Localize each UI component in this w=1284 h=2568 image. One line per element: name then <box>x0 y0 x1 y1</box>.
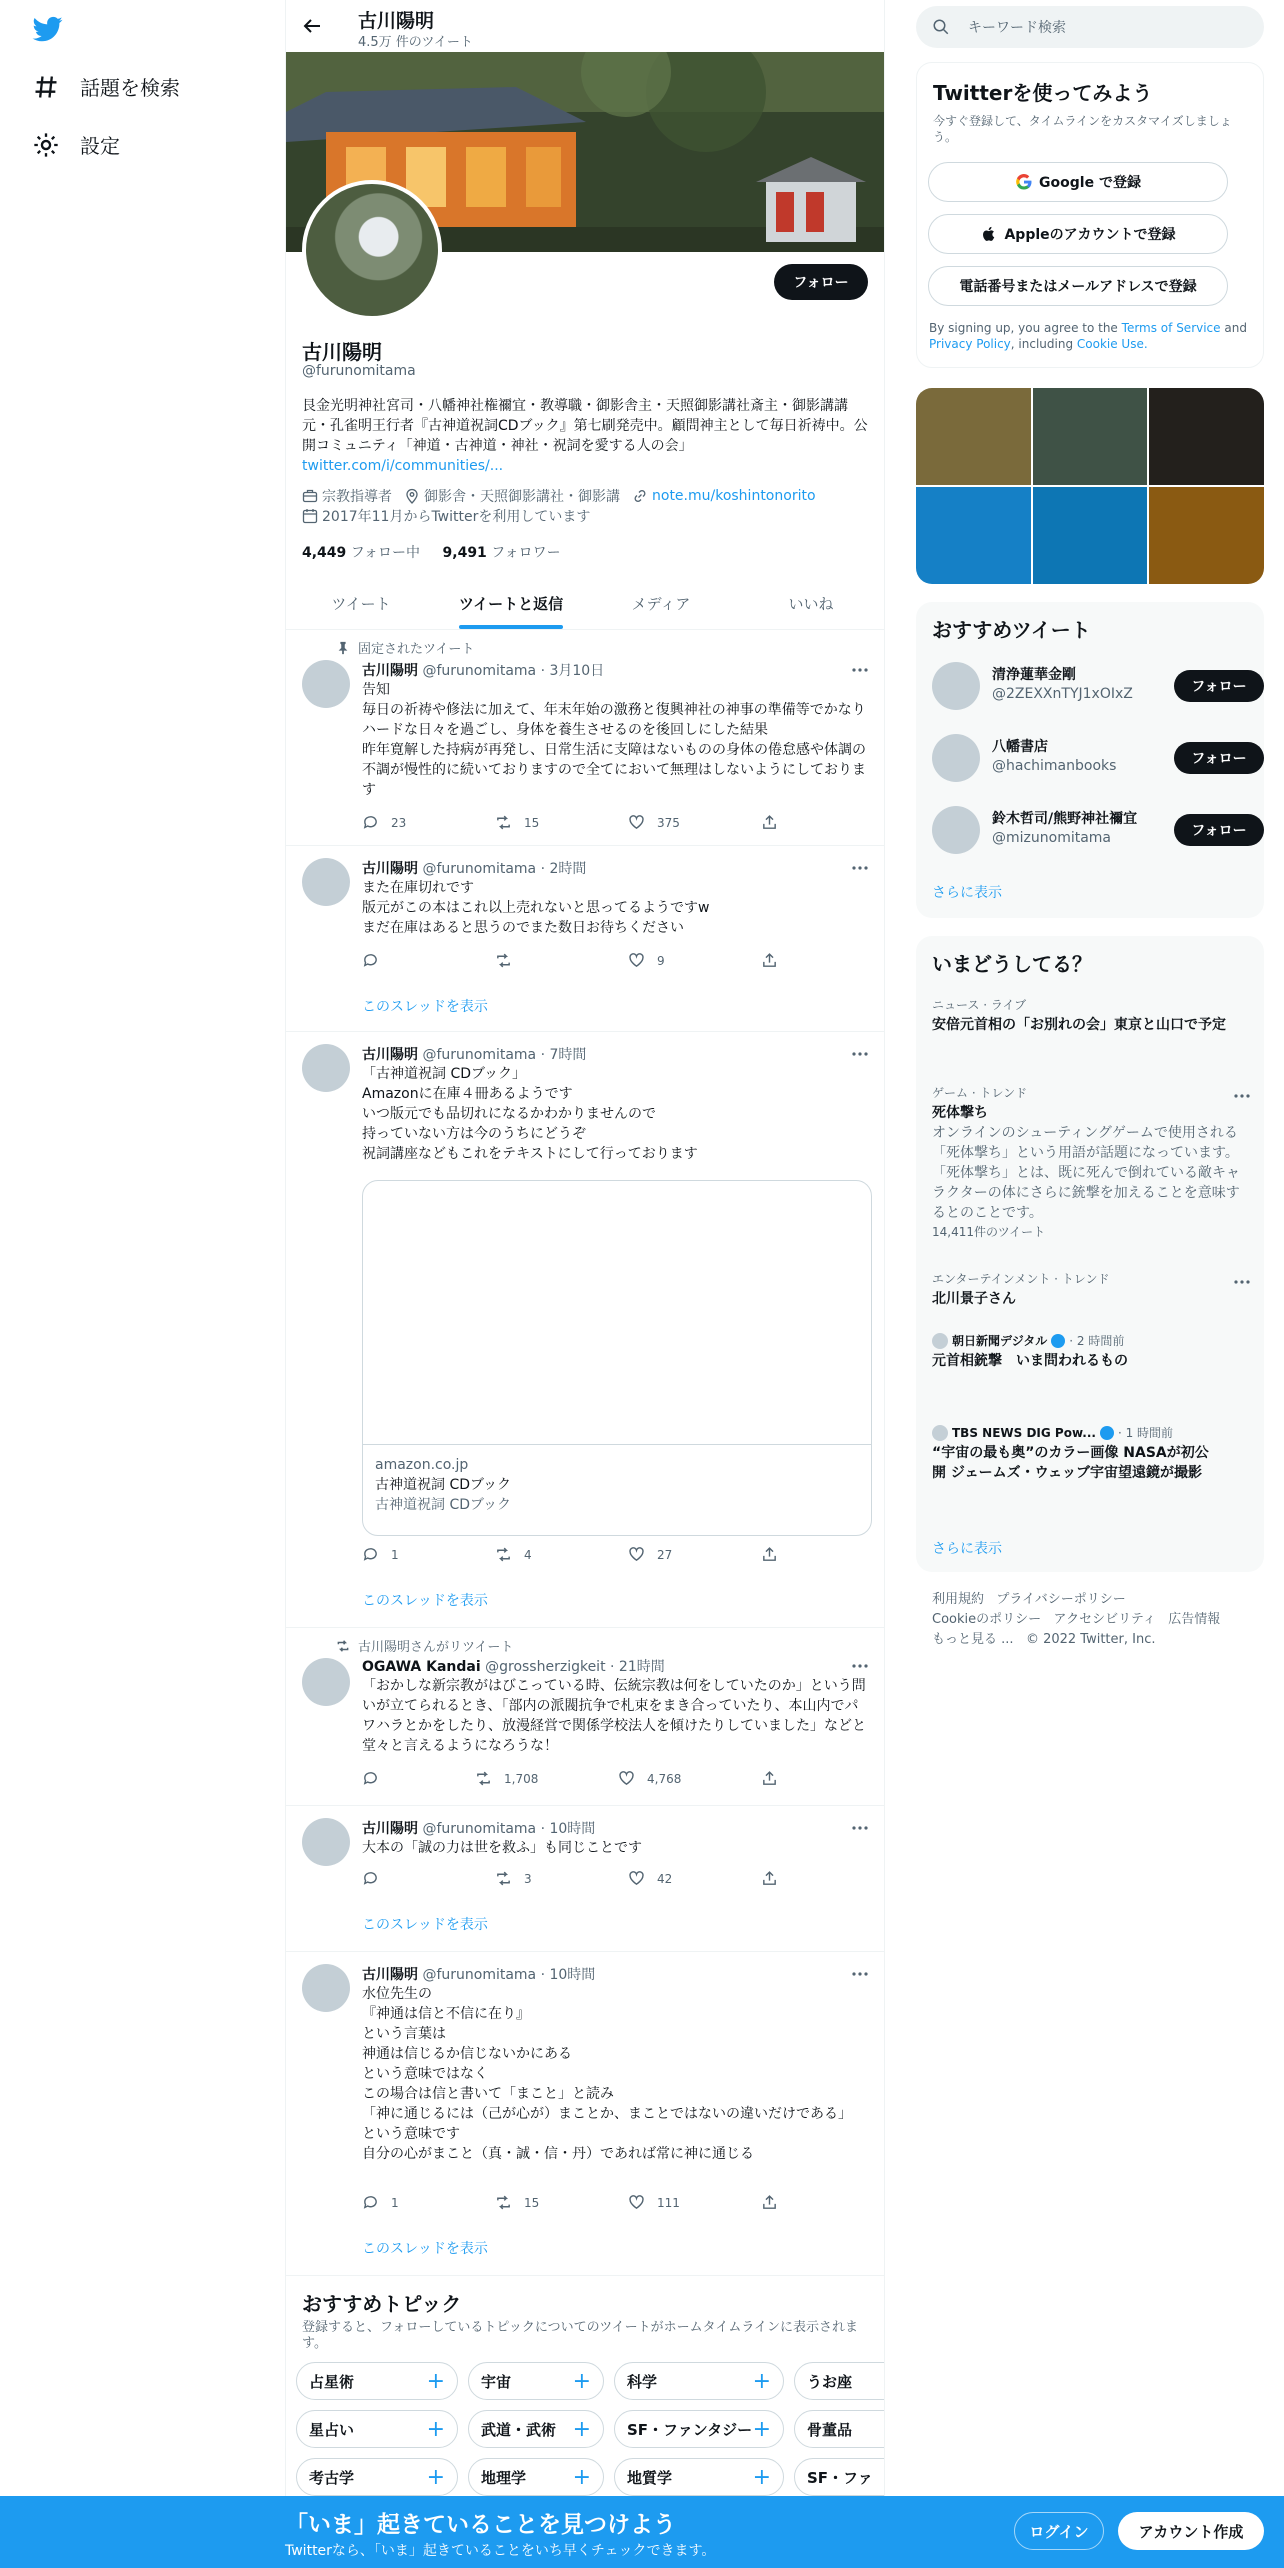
profile-avatar[interactable] <box>302 180 442 320</box>
twitter-logo-icon[interactable] <box>30 14 66 44</box>
like-count: 27 <box>657 1547 673 1562</box>
topic-label: 科学 <box>627 2372 658 2391</box>
tweet-handle[interactable]: @furunomitama <box>422 663 537 679</box>
back-arrow-icon[interactable] <box>300 14 324 38</box>
bio-text: 艮金光明神社宮司・八幡神社権禰宜・教導職・御影舎主・天照御影講社斎主・御影講講元・孔雀明王行者『古神道祝詞CDブック』第七刷発売中。顧問神主として毎日祈祷中。公開コミュニティ「神道・古神道・神社・祝詞を愛する人の会」 <box>302 398 868 454</box>
tweet-time[interactable]: · 3月10日 <box>540 663 605 679</box>
news-time: · 2 時間前 <box>1069 1334 1125 1348</box>
share-button[interactable] <box>761 2194 790 2211</box>
reply-button[interactable] <box>362 1546 399 1563</box>
tweet-handle[interactable]: @furunomitama <box>422 1821 537 1837</box>
topic-label: 占星術 <box>309 2372 355 2391</box>
news-item[interactable] <box>932 1332 1248 1371</box>
more-icon[interactable] <box>1232 1272 1252 1292</box>
user-handle: @hachimanbooks <box>992 758 1117 774</box>
profile-name: 古川陽明 <box>302 340 382 364</box>
trend-description: オンラインのシューティングゲームで使用される「死体撃ち」という用語が話題になっています。「死体撃ち」とは、既に死んで倒れている敵キャラクターの体にさらに銃撃を加えることを意味するとのことです。 <box>932 1125 1240 1221</box>
briefcase-icon <box>302 488 318 504</box>
google-signup-label: Google で登録 <box>1039 175 1141 191</box>
reply-icon <box>362 1870 379 1887</box>
tweet-avatar[interactable] <box>302 858 350 906</box>
like-button[interactable] <box>628 1546 672 1563</box>
footer-link[interactable]: プライバシーポリシー <box>996 1592 1126 1607</box>
terms-pre: By signing up, you agree to the <box>929 321 1118 335</box>
plus-icon: + <box>572 2464 591 2490</box>
link-card-title: 古神道祝詞 CDブック <box>375 1477 512 1493</box>
followers-label: フォロワー <box>491 545 561 561</box>
show-thread-link[interactable]: このスレッドを表示 <box>362 2241 488 2257</box>
tweet-text: また在庫切れです 版元がこの本はこれ以上売れないと思ってるようですw まだ在庫はあると思うのでまた数日お待ちください <box>362 880 710 936</box>
retweet-label: 古川陽明さんがリツイート <box>358 1640 514 1655</box>
user-handle: @mizunomitama <box>992 830 1111 846</box>
tweet-text: 大本の「誠の力は世を救ふ」も同じことです <box>362 1840 642 1856</box>
create-account-button[interactable]: アカウント作成 <box>1118 2512 1264 2550</box>
profile-stats <box>302 542 561 562</box>
recommended-topics <box>286 2276 885 2496</box>
heart-icon <box>628 2194 645 2211</box>
heart-icon <box>628 814 645 831</box>
tweet-handle[interactable]: @furunomitama <box>422 1967 537 1983</box>
tweet-pinned[interactable] <box>286 630 885 846</box>
retweet-count: 3 <box>524 1871 532 1886</box>
reply-icon <box>362 952 379 969</box>
privacy-link[interactable]: Privacy Policy <box>929 337 1011 351</box>
topic-chip[interactable] <box>794 2362 885 2400</box>
tweet[interactable] <box>286 1806 885 1952</box>
link-icon <box>632 488 648 504</box>
terms-link[interactable]: Terms of Service <box>1121 321 1221 335</box>
footer-link[interactable]: 利用規約 <box>932 1592 985 1607</box>
news-title: “宇宙の最も奥”のカラー画像 NASAが初公開 ジェームズ・ウェッブ宇宙望遠鏡が撮影 <box>932 1445 1209 1481</box>
profile-joined <box>302 506 590 526</box>
trends-title: いまどうしてる？ <box>932 952 1092 976</box>
bottom-bar-title: 「いま」起きていることを見つけよう <box>285 2512 676 2538</box>
topic-chip[interactable] <box>468 2458 604 2496</box>
signup-terms <box>929 320 1249 352</box>
verified-badge-icon <box>1100 1426 1114 1440</box>
media-thumbnail[interactable] <box>1149 388 1264 485</box>
topic-chip[interactable] <box>614 2362 784 2400</box>
reply-icon <box>362 1546 379 1563</box>
like-button[interactable] <box>628 2194 680 2211</box>
retweet-button[interactable] <box>495 1870 532 1887</box>
topic-chip[interactable] <box>296 2458 458 2496</box>
topic-label: 考古学 <box>309 2468 355 2487</box>
topic-label: 地理学 <box>481 2468 527 2487</box>
topic-chip[interactable] <box>468 2362 604 2400</box>
login-button[interactable]: ログイン <box>1014 2512 1104 2550</box>
heart-icon <box>618 1770 635 1787</box>
show-thread-link[interactable]: このスレッドを表示 <box>362 1593 488 1609</box>
plus-icon: + <box>752 2416 771 2442</box>
main-column <box>285 0 885 2568</box>
reply-count: 1 <box>391 1547 399 1562</box>
tweet-author[interactable]: 古川陽明 <box>362 663 418 679</box>
footer-link[interactable]: アクセシビリティ <box>1053 1612 1156 1627</box>
follow-button[interactable]: フォロー <box>1174 814 1264 846</box>
following-count: 4,449 <box>302 545 347 561</box>
header-name: 古川陽明 <box>358 10 435 32</box>
follow-button[interactable]: フォロー <box>774 264 868 300</box>
tweet[interactable] <box>286 1032 885 1628</box>
media-grid <box>916 388 1264 584</box>
tab-tweets[interactable]: ツイート <box>331 595 391 613</box>
location-pin-icon <box>404 488 420 504</box>
plus-icon: + <box>572 2368 591 2394</box>
share-button[interactable] <box>761 952 790 969</box>
tweet-time[interactable]: · 21時間 <box>610 1659 665 1675</box>
plus-icon: + <box>426 2368 445 2394</box>
avatar[interactable] <box>932 662 980 710</box>
trend-category: ニュース · ライブ <box>932 998 1027 1012</box>
profile-category <box>302 486 392 506</box>
topic-label: うお座 <box>807 2372 853 2391</box>
show-thread-link[interactable]: このスレッドを表示 <box>362 1917 488 1933</box>
footer-more[interactable]: もっと見る ... <box>932 1632 1014 1647</box>
search-icon <box>932 18 950 36</box>
tweet-header <box>362 1818 595 1838</box>
show-more-link[interactable]: さらに表示 <box>932 1541 1002 1557</box>
tweet-text: 告知 毎日の祈祷や修法に加えて、年末年始の激務と復興神社の神事の準備等でかなりハードな日々を過ごし、身体を養生させるのを後回しにした結果 昨年寛解した持病が再発し、日常生活に支障はないものの身体の倦怠感や体調の不調が慢性的に続いておりますので全てにおいて無理はしないようにしております <box>362 682 866 798</box>
like-button[interactable] <box>628 952 665 969</box>
media-thumbnail[interactable] <box>916 487 1031 584</box>
tweet-handle[interactable]: @furunomitama <box>422 1047 537 1063</box>
plus-icon: + <box>572 2416 591 2442</box>
tweet-author[interactable]: 古川陽明 <box>362 1967 418 1983</box>
search-placeholder: キーワード検索 <box>968 20 1066 36</box>
link-card-text <box>363 1445 871 1525</box>
verified-badge-icon <box>1051 1334 1065 1348</box>
show-more-link[interactable]: さらに表示 <box>932 885 1002 901</box>
footer-links <box>932 1590 1252 1650</box>
profile-header-bar <box>286 0 885 52</box>
more-icon[interactable] <box>1232 1086 1252 1106</box>
share-button[interactable] <box>761 1870 790 1887</box>
topic-chip[interactable] <box>296 2410 458 2448</box>
cookie-link[interactable]: Cookie Use. <box>1076 337 1148 351</box>
tweet-retweeted[interactable] <box>286 1628 885 1806</box>
retweet-count: 15 <box>524 815 540 830</box>
show-thread-link[interactable]: このスレッドを表示 <box>362 999 488 1015</box>
footer-link[interactable]: 広告情報 <box>1168 1612 1221 1627</box>
source-avatar <box>932 1425 948 1441</box>
topic-chip[interactable] <box>614 2410 784 2448</box>
media-thumbnail[interactable] <box>1033 487 1148 584</box>
avatar[interactable] <box>932 734 980 782</box>
source-avatar <box>932 1333 948 1349</box>
media-thumbnail[interactable] <box>916 388 1031 485</box>
signup-panel <box>916 62 1264 368</box>
media-thumbnail[interactable] <box>1149 487 1264 584</box>
news-item[interactable] <box>932 1424 1248 1483</box>
like-count: 375 <box>657 815 680 830</box>
tweet-time[interactable]: · 10時間 <box>540 1967 596 1983</box>
profile-location <box>404 486 620 506</box>
more-icon[interactable] <box>850 1964 870 1984</box>
news-meta <box>932 1424 1248 1441</box>
apple-signup-button[interactable] <box>928 214 1228 254</box>
footer-copyright: © 2022 Twitter, Inc. <box>1025 1632 1156 1647</box>
tweet-header <box>362 660 604 680</box>
reply-icon <box>362 1770 379 1787</box>
tweet[interactable] <box>286 1952 885 2276</box>
tweet-author[interactable]: 古川陽明 <box>362 1821 418 1837</box>
like-count: 111 <box>657 2195 680 2210</box>
reply-button[interactable] <box>362 1770 391 1787</box>
signup-subtitle: 今すぐ登録して、タイムラインをカスタマイズしましょう。 <box>933 114 1232 144</box>
retweet-button[interactable] <box>495 2194 539 2211</box>
heart-icon <box>628 952 645 969</box>
reply-icon <box>362 2194 379 2211</box>
topic-label: 地質学 <box>627 2468 673 2487</box>
retweet-button[interactable] <box>495 1546 532 1563</box>
reply-count: 1 <box>391 2195 399 2210</box>
retweet-count: 4 <box>524 1547 532 1562</box>
link-card-image <box>363 1181 871 1445</box>
topic-chip[interactable] <box>468 2410 604 2448</box>
like-count: 4,768 <box>647 1771 682 1786</box>
tab-likes[interactable]: いいね <box>788 595 834 613</box>
news-source: 朝日新聞デジタル <box>952 1334 1048 1348</box>
phone-email-signup-label: 電話番号またはメールアドレスで登録 <box>959 279 1197 295</box>
retweet-button[interactable] <box>475 1770 538 1787</box>
tweet-avatar[interactable] <box>302 660 350 708</box>
tweet-author[interactable]: 古川陽明 <box>362 861 418 877</box>
tweet-time[interactable]: · 10時間 <box>540 1821 596 1837</box>
like-button[interactable] <box>628 814 680 831</box>
news-time: · 1 時間前 <box>1117 1426 1174 1440</box>
tweet-avatar[interactable] <box>302 1818 350 1866</box>
topic-label: 星占い <box>309 2420 355 2439</box>
tweet-header <box>362 1044 586 1064</box>
tweet-author[interactable]: OGAWA Kandai <box>362 1659 481 1675</box>
profile-joined-label: 2017年11月からTwitterを利用しています <box>322 509 591 525</box>
apple-signup-label: Appleのアカウントで登録 <box>1004 227 1176 243</box>
share-icon <box>761 814 778 831</box>
plus-icon: + <box>752 2368 771 2394</box>
tweet-header <box>362 1656 665 1676</box>
more-icon[interactable] <box>850 1044 870 1064</box>
user-handle: @2ZEXXnTYJ1xOIxZ <box>992 686 1133 702</box>
trend-title: 死体撃ち <box>932 1105 988 1121</box>
more-icon[interactable] <box>850 1656 870 1676</box>
gear-icon <box>32 131 60 159</box>
like-button[interactable] <box>628 1870 672 1887</box>
tweet-handle[interactable]: @grossherzigkeit <box>485 1659 606 1675</box>
pinned-indicator <box>336 638 474 657</box>
share-button[interactable] <box>761 814 790 831</box>
topics-subtitle: 登録すると、フォローしているトピックについてのツイートがホームタイムラインに表示されます。 <box>302 2320 859 2351</box>
reply-button[interactable] <box>362 1870 391 1887</box>
footer-link[interactable]: Cookieのポリシー <box>932 1612 1042 1627</box>
share-button[interactable] <box>761 1770 790 1787</box>
tweet[interactable] <box>286 846 885 1032</box>
search-input[interactable] <box>916 6 1264 48</box>
plus-icon: + <box>426 2416 445 2442</box>
heart-icon <box>628 1870 645 1887</box>
profile-meta-row <box>302 486 828 506</box>
user-name[interactable]: 清浄蓮華金剛 <box>992 667 1076 683</box>
tweet-avatar[interactable] <box>302 1964 350 2012</box>
reply-icon <box>362 814 379 831</box>
topic-label: 宇宙 <box>481 2372 512 2391</box>
more-icon[interactable] <box>850 1818 870 1838</box>
reply-button[interactable] <box>362 2194 399 2211</box>
topic-chip[interactable] <box>794 2410 885 2448</box>
topics-title: おすすめトピック <box>302 2292 462 2316</box>
media-thumbnail[interactable] <box>1033 388 1148 485</box>
topic-chip[interactable] <box>614 2458 784 2496</box>
profile-category-label: 宗教指導者 <box>322 489 392 505</box>
news-title: 元首相銃撃 いま問われるもの <box>932 1353 1128 1369</box>
bio-link[interactable]: twitter.com/i/communities/... <box>302 458 504 474</box>
news-source: TBS NEWS DIG Pow... <box>952 1425 1096 1440</box>
news-meta <box>932 1332 1248 1349</box>
like-count: 42 <box>657 1871 673 1886</box>
recommended-user[interactable] <box>932 658 1252 714</box>
tweet-text: 「古神道祝詞 CDブック」 Amazonに在庫４冊あるようです いつ版元でも品切れになるかわかりませんので 持っていない方は今のうちにどうぞ 祝詞講座などもこれをテキストにして行っております <box>362 1066 698 1162</box>
like-count: 9 <box>657 953 665 968</box>
profile-handle: @furunomitama <box>302 363 416 379</box>
reply-button[interactable] <box>362 814 406 831</box>
retweet-indicator <box>336 1636 513 1655</box>
nav-explore[interactable] <box>32 72 180 101</box>
recommended-user[interactable] <box>932 802 1252 858</box>
tweet-header <box>362 1964 595 1984</box>
share-icon <box>761 1870 778 1887</box>
tweet-avatar[interactable] <box>302 1658 350 1706</box>
signup-bottom-bar <box>0 2496 1284 2568</box>
retweet-icon <box>495 814 512 831</box>
recommended-title: おすすめツイート <box>932 618 1091 642</box>
link-card[interactable] <box>362 1180 872 1536</box>
recommended-user[interactable] <box>932 730 1252 786</box>
reply-button[interactable] <box>362 952 391 969</box>
retweet-icon <box>336 1639 350 1653</box>
pinned-label: 固定されたツイート <box>358 642 475 657</box>
retweet-button[interactable] <box>495 814 539 831</box>
share-icon <box>761 1546 778 1563</box>
share-icon <box>761 1770 778 1787</box>
plus-icon: + <box>426 2464 445 2490</box>
like-button[interactable] <box>618 1770 681 1787</box>
tweet-text: 水位先生の 『神通は信と不信に在り』 という言葉は 神通は信じるか信じないかにある という意味ではなく この場合は信と書いて「まこと」と読み 「神に通じるには（己が心が）まことか、まことではないの違いだけである」 という意味です 自分の心がまこと（真・誠・信・丹）であれば常に神に通じる <box>362 1986 852 2162</box>
nav-settings-label: 設定 <box>80 134 120 158</box>
header-tweet-count: 4.5万 件のツイート <box>358 35 473 50</box>
plus-icon: + <box>752 2464 771 2490</box>
retweet-icon <box>495 2194 512 2211</box>
retweet-icon <box>495 1870 512 1887</box>
following-link[interactable] <box>302 545 420 561</box>
trend-count: 14,411件のツイート <box>932 1225 1046 1239</box>
tweet-time[interactable]: · 2時間 <box>540 861 587 877</box>
terms-including: , including <box>1010 337 1074 351</box>
recommended-panel <box>916 602 1264 918</box>
tweet-handle[interactable]: @furunomitama <box>422 861 537 877</box>
topic-label: 武道・武術 <box>481 2420 557 2439</box>
user-name[interactable]: 八幡書店 <box>992 739 1048 755</box>
google-icon <box>1015 173 1033 191</box>
link-card-desc: 古神道祝詞 CDブック <box>375 1497 512 1513</box>
tweet-author[interactable]: 古川陽明 <box>362 1047 418 1063</box>
tweet-time[interactable]: · 7時間 <box>540 1047 587 1063</box>
trend-item[interactable] <box>932 1084 1248 1240</box>
trend-item[interactable] <box>932 996 1248 1035</box>
trend-item[interactable] <box>932 1270 1248 1309</box>
trend-title: 北川景子さん <box>932 1291 1016 1307</box>
trends-panel <box>916 936 1264 1572</box>
hashtag-icon <box>32 73 60 101</box>
topic-chip[interactable] <box>794 2458 885 2496</box>
calendar-icon <box>302 508 318 524</box>
heart-icon <box>628 1546 645 1563</box>
trend-title: 安倍元首相の「お別れの会」東京と山口で予定 <box>932 1017 1226 1033</box>
profile-tabs <box>286 578 885 630</box>
profile-location-label: 御影舎・天照御影講社・御影講 <box>424 489 620 505</box>
following-label: フォロー中 <box>350 545 421 561</box>
tweet-header <box>362 858 586 878</box>
retweet-count: 1,708 <box>504 1771 539 1786</box>
topic-chip[interactable] <box>296 2362 458 2400</box>
profile-url[interactable] <box>632 488 816 504</box>
share-button[interactable] <box>761 1546 790 1563</box>
link-card-domain: amazon.co.jp <box>375 1457 469 1473</box>
share-icon <box>761 952 778 969</box>
trend-category: エンターテインメント · トレンド <box>932 1272 1110 1286</box>
followers-count: 9,491 <box>442 545 487 561</box>
retweet-icon <box>475 1770 492 1787</box>
topic-label: SF・ファ <box>807 2468 873 2487</box>
retweet-count: 15 <box>524 2195 540 2210</box>
bottom-bar-subtitle: Twitterなら、「いま」起きていることをいち早くチェックできます。 <box>285 2543 716 2559</box>
profile-url-label[interactable]: note.mu/koshintonorito <box>652 488 816 504</box>
follow-button[interactable]: フォロー <box>1174 742 1264 774</box>
tab-tweets-replies[interactable]: ツイートと返信 <box>436 578 586 629</box>
pin-icon <box>336 641 350 655</box>
terms-and: and <box>1224 321 1247 335</box>
retweet-icon <box>495 952 512 969</box>
topic-label: SF・ファンタジー <box>627 2420 753 2439</box>
share-icon <box>761 2194 778 2211</box>
follow-button[interactable]: フォロー <box>1174 670 1264 702</box>
more-icon[interactable] <box>850 858 870 878</box>
avatar[interactable] <box>932 806 980 854</box>
retweet-button[interactable] <box>495 952 524 969</box>
google-signup-button[interactable] <box>928 162 1228 202</box>
signup-title: Twitterを使ってみよう <box>933 81 1153 105</box>
more-icon[interactable] <box>850 660 870 680</box>
apple-icon <box>980 225 998 243</box>
reply-count: 23 <box>391 815 407 830</box>
user-name[interactable]: 鈴木哲司/熊野神社禰宜 <box>992 811 1138 827</box>
trend-category: ゲーム · トレンド <box>932 1086 1028 1100</box>
retweet-icon <box>495 1546 512 1563</box>
tweet-text: 「おかしな新宗教がはびこっている時、伝統宗教は何をしていたのか」という問いが立てられるとき、「部内の派閥抗争で札束をまき合っていたり、本山内でパワハラとかをしたり、放漫経営で関係学校法人を傾けたりしていました」などと堂々と言えるようになろうな！ <box>362 1678 866 1754</box>
nav-settings[interactable] <box>32 130 120 159</box>
tab-media[interactable]: メディア <box>631 595 691 613</box>
topic-label: 骨董品 <box>807 2420 853 2439</box>
tweet-avatar[interactable] <box>302 1044 350 1092</box>
phone-email-signup-button[interactable] <box>928 266 1228 306</box>
profile-bio <box>302 396 872 476</box>
nav-explore-label: 話題を検索 <box>80 76 180 100</box>
followers-link[interactable] <box>443 545 561 561</box>
left-nav <box>0 0 284 2568</box>
